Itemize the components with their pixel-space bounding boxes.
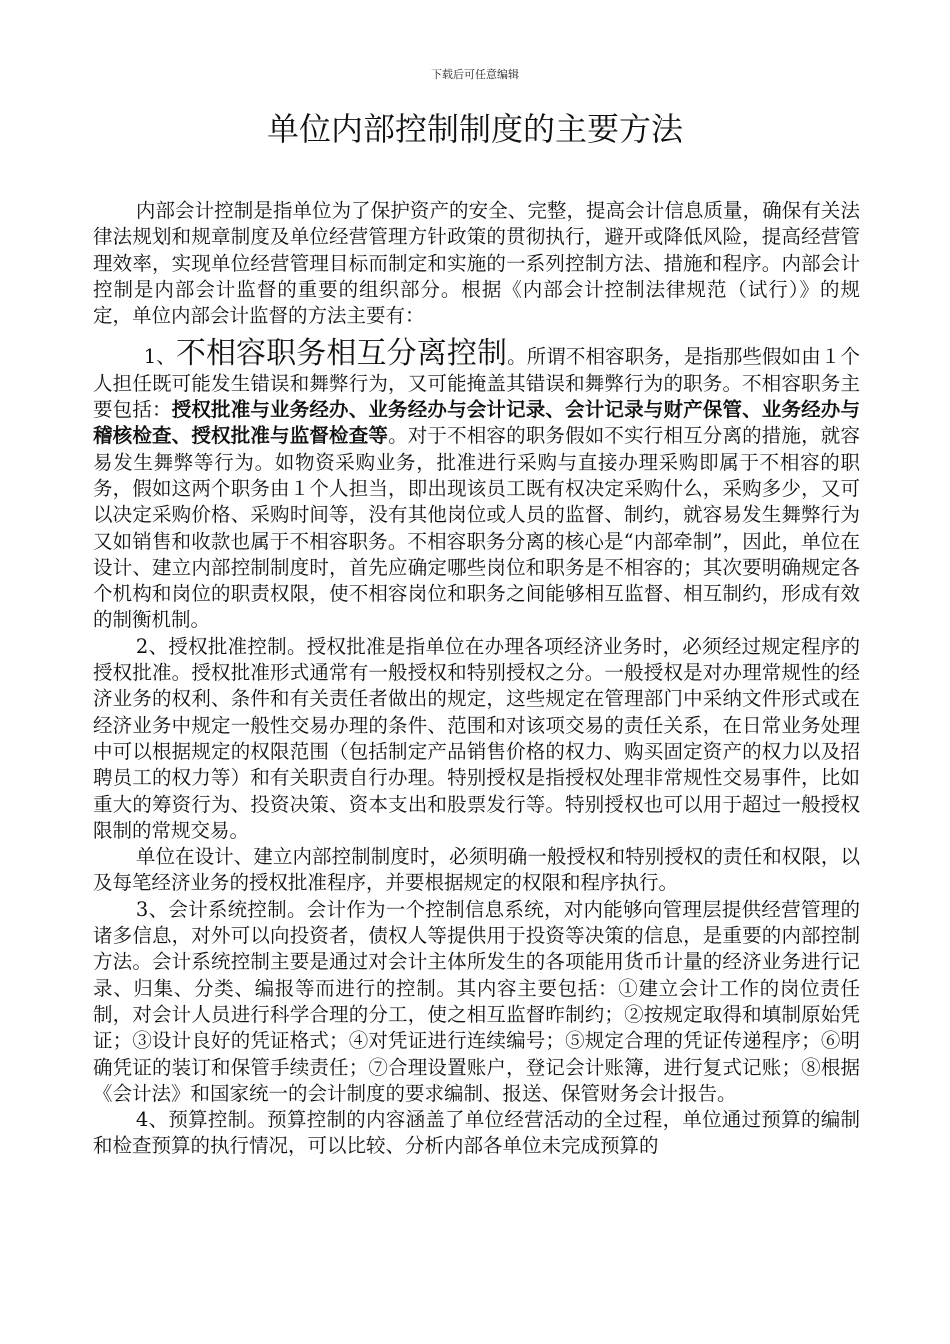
document-title: 单位内部控制制度的主要方法 bbox=[266, 110, 683, 148]
paragraph-section-2-continued: 单位在设计、建立内部控制制度时，必须明确一般授权和特别授权的责任和权限，以及每笔经济业务的授权批准程序，并要根据规定的权限和程序执行。 bbox=[93, 845, 860, 895]
paragraph-section-1 bbox=[93, 336, 860, 633]
section-1-text-a: 。所谓不相容职务，是指那些假如由１个人担任既可能发生错误和舞弊行为，又可能掩盖其错误和舞弊行为的职务。不相容职务主要包括： bbox=[93, 345, 860, 422]
paragraph-section-2: 2、授权批准控制。授权批准是指单位在办理各项经济业务时，必须经过规定程序的授权批准。授权批准形式通常有一般授权和特别授权之分。一般授权是对办理常规性的经济业务的权利、条件和有关责任者做出的规定，这些规定在管理部门中采纳文件形式或在经济业务中规定一般性交易办理的条件、范围和对该项交易的责任关系，在日常业务处理中可以根据规定的权限范围（包括制定产品销售价格的权力、购买固定资产的权力以及招聘员工的权力等）和有关职责自行办理。特别授权是指授权处理非常规性交易事件，比如重大的筹资行为、投资决策、资本支出和股票发行等。特别授权也可以用于超过一般授权限制的常规交易。 bbox=[93, 634, 860, 842]
section-1-number: 1、 bbox=[143, 345, 176, 369]
paragraph-section-3: 3、会计系统控制。会计作为一个控制信息系统，对内能够向管理层提供经营管理的诸多信息，对外可以向投资者，债权人等提供用于投资等决策的信息，是重要的内部控制方法。会计系统控制主要是通过对会计主体所发生的各项能用货币计量的经济业务进行记录、归集、分类、编报等而进行的控制。其内容主要包括：①建立会计工作的岗位责任制，对会计人员进行科学合理的分工，使之相互监督昨制约；②按规定取得和填制原始凭证；③设计良好的凭证格式；④对凭证进行连续编号；⑤规定合理的凭证传递程序；⑥明确凭证的装订和保管手续责任；⑦合理设置账户，登记会计账簿，进行复式记账；⑧根据《会计法》和国家统一的会计制度的要求编制、报送、保管财务会计报告。 bbox=[93, 897, 860, 1105]
paragraph-intro: 内部会计控制是指单位为了保护资产的安全、完整，提高会计信息质量，确保有关法律法规划和规章制度及单位经营管理方针政策的贯彻执行，避开或降低风险，提高经营管理效率，实现单位经营管理目标而制定和实施的一系列控制方法、措施和程序。内部会计控制是内部会计监督的重要的组织部分。根据《内部会计控制法律规范（试行）》的规定，单位内部会计监督的方法主要有： bbox=[93, 199, 860, 328]
header-note: 下载后可任意编辑 bbox=[431, 68, 519, 81]
section-1-heading: 不相容职务相互分离控制 bbox=[175, 336, 508, 372]
section-1-text-b: 。对于不相容的职务假如不实行相互分离的措施，就容易发生舞弊等行为。如物资采购业务，批准进行采购与直接办理采购即属于不相容的职务，假如这两个职务由１个人担当，即出现该员工既有权决定采购什么，采购多少，又可以决定采购价格、采购时间等，没有其他岗位或人员的监督、制约，就容易发生舞弊行为又如销售和收款也属于不相容职务。不相容职务分离的核心是“内部牵制”，因此，单位在设计、建立内部控制制度时，首先应确定哪些岗位和职务是不相容的；其次要明确规定各个机构和岗位的职责权限，使不相容岗位和职务之间能够相互监督、相互制约，形成有效的制衡机制。 bbox=[93, 424, 860, 632]
paragraph-section-4: 4、预算控制。预算控制的内容涵盖了单位经营活动的全过程，单位通过预算的编制和检查预算的执行情况，可以比较、分析内部各单位未完成预算的 bbox=[93, 1108, 860, 1158]
section-1-bold-list: 授权批准与业务经办、业务经办与会计记录、会计记录与财产保管、业务经办与稽核检查、授权批准与监督检查等 bbox=[93, 398, 860, 448]
document-body bbox=[93, 198, 860, 1160]
